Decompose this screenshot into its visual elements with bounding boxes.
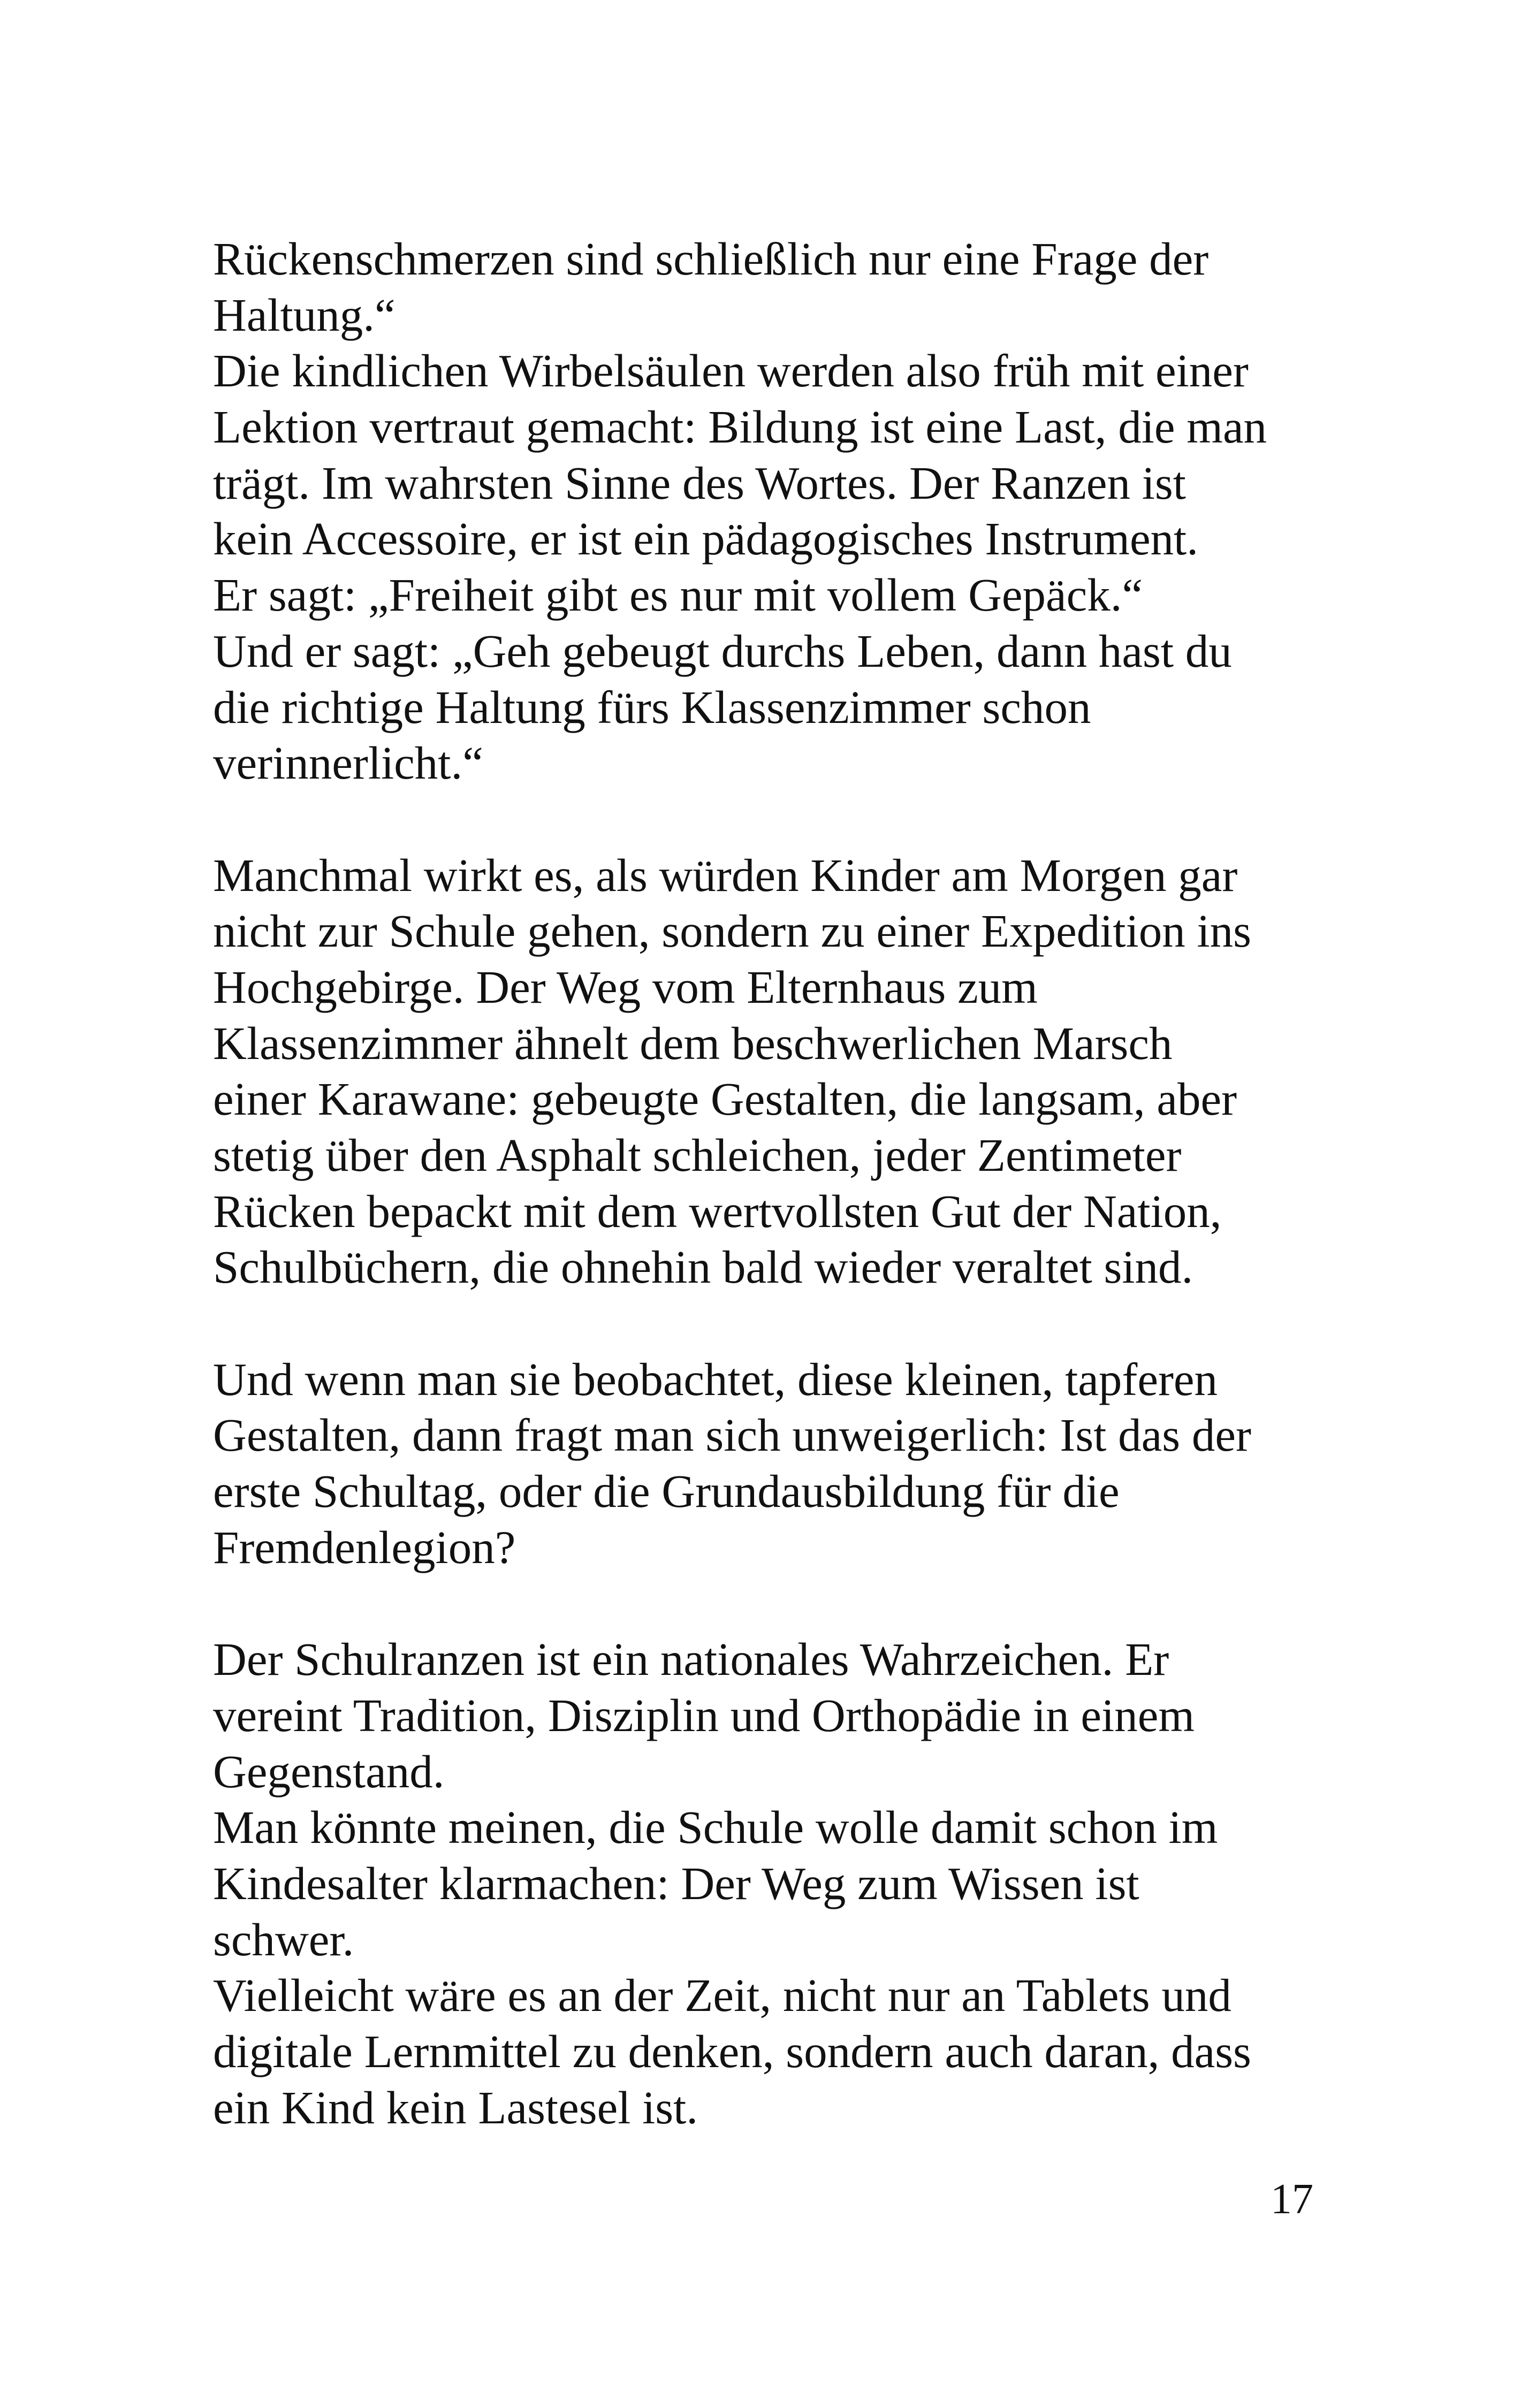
text-line: erste Schultag, oder die Grundausbildung für die — [213, 1465, 1120, 1518]
text-line: vereint Tradition, Disziplin und Orthopädie in einem — [213, 1689, 1195, 1741]
text-line: trägt. Im wahrsten Sinne des Wortes. Der Ranzen ist — [213, 456, 1186, 509]
text-line: Lektion vertraut gemacht: Bildung ist eine Last, die man — [213, 401, 1267, 453]
text-line: verinnerlicht.“ — [213, 737, 483, 789]
text-line: Und wenn man sie beobachtet, diese kleinen, tapferen — [213, 1353, 1218, 1405]
text-line: schwer. — [213, 1913, 354, 1965]
text-line: Fremdenlegion? — [213, 1521, 516, 1573]
text-line: einer Karawane: gebeugte Gestalten, die langsam, aber — [213, 1073, 1237, 1125]
text-line: die richtige Haltung fürs Klassenzimmer schon — [213, 681, 1091, 733]
text-line: Klassenzimmer ähnelt dem beschwerlichen Marsch — [213, 1017, 1173, 1069]
text-line: Er sagt: „Freiheit gibt es nur mit vollem Gepäck.“ — [213, 569, 1143, 621]
text-line: kein Accessoire, er ist ein pädagogisches Instrument. — [213, 513, 1198, 565]
text-line: Haltung.“ — [213, 288, 396, 341]
text-line: Manchmal wirkt es, als würden Kinder am Morgen gar — [213, 849, 1238, 901]
text-line: Hochgebirge. Der Weg vom Elternhaus zum — [213, 961, 1038, 1013]
text-line: digitale Lernmittel zu denken, sondern auch daran, dass — [213, 2025, 1251, 2077]
text-line: Gestalten, dann fragt man sich unweigerlich: Ist das der — [213, 1409, 1251, 1461]
text-line: Der Schulranzen ist ein nationales Wahrzeichen. Er — [213, 1633, 1169, 1686]
text-line: Rückenschmerzen sind schließlich nur eine Frage der — [213, 233, 1209, 285]
text-line: ein Kind kein Lastesel ist. — [213, 2081, 698, 2133]
text-line: Und er sagt: „Geh gebeugt durchs Leben, dann hast du — [213, 624, 1232, 677]
paragraph-4 — [213, 1632, 1337, 2136]
text-line: nicht zur Schule gehen, sondern zu einer Expedition ins — [213, 905, 1252, 957]
text-line: Kindesalter klarmachen: Der Weg zum Wissen ist — [213, 1857, 1139, 1909]
paragraph-gap — [213, 1296, 1337, 1352]
text-line: Die kindlichen Wirbelsäulen werden also früh mit einer — [213, 345, 1249, 397]
text-line: stetig über den Asphalt schleichen, jeder Zentimeter — [213, 1129, 1182, 1181]
page-number: 17 — [1271, 2176, 1313, 2223]
paragraph-gap — [213, 791, 1337, 848]
text-line: Gegenstand. — [213, 1745, 445, 1797]
text-line: Schulbüchern, die ohnehin bald wieder veraltet sind. — [213, 1241, 1193, 1293]
text-line: Rücken bepackt mit dem wertvollsten Gut der Nation, — [213, 1185, 1222, 1237]
body-text — [213, 231, 1337, 2136]
paragraph-2 — [213, 848, 1337, 1296]
paragraph-gap — [213, 1576, 1337, 1632]
text-line: Man könnte meinen, die Schule wolle damit schon im — [213, 1801, 1218, 1854]
paragraph-3 — [213, 1352, 1337, 1576]
text-line: Vielleicht wäre es an der Zeit, nicht nur an Tablets und — [213, 1969, 1231, 2022]
paragraph-1 — [213, 231, 1337, 791]
